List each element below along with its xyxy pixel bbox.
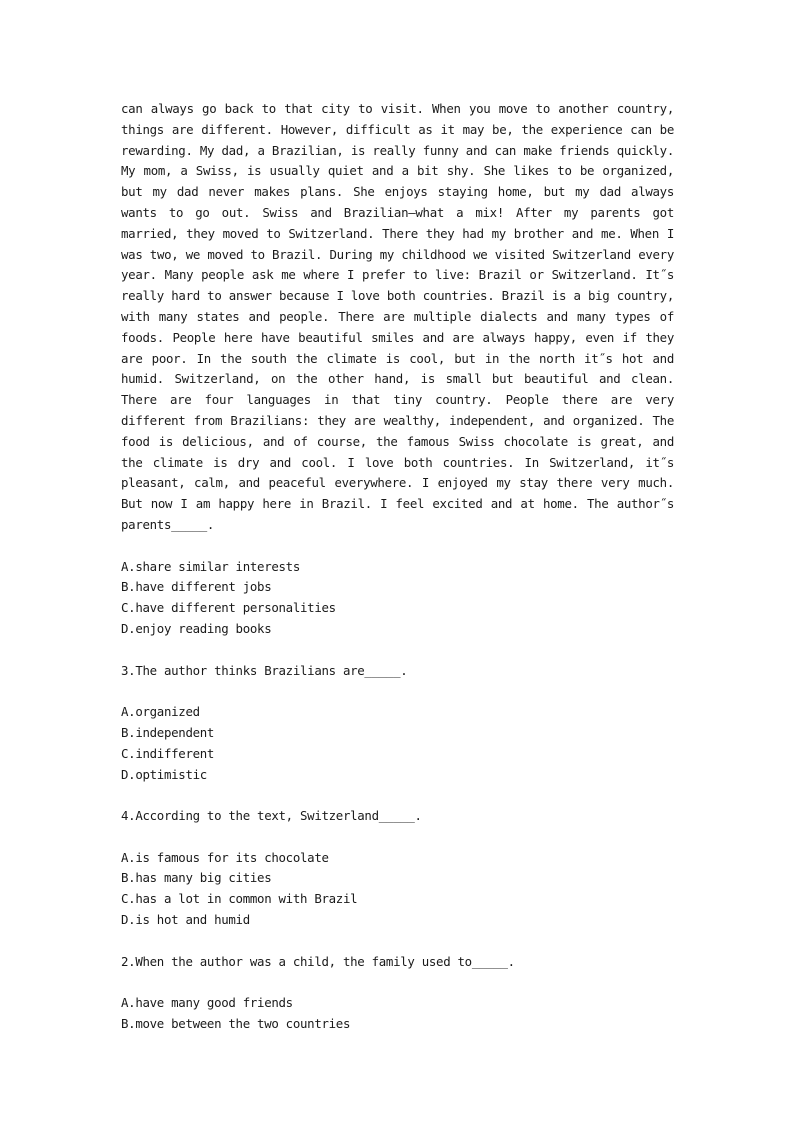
question-3 bbox=[121, 661, 674, 682]
reading-passage: can always go back to that city to visit. When you move to another country, things are different. However, difficult as it may be, the experience can be rewarding. My dad, a Brazilian, is really funny and can make friends quickly. My mom, a Swiss, is usually quiet and a bit shy. She likes to be organized, but my dad never makes plans. She enjoys staying home, but my dad always wants to go out. Swiss and Brazilian—what a mix! After my parents got married, they moved to Switzerland. There they had my brother and me. When I was two, we moved to Brazil. During my childhood we visited Switzerland every year. Many people ask me where I prefer to live: Brazil or Switzerland. It˝s really hard to answer because I love both countries. Brazil is a big country, with many states and people. There are multiple dialects and many types of foods. People here have beautiful smiles and are always happy, even if they are poor. In the south the climate is cool, but in the north it˝s hot and humid. Switzerland, on the other hand, is small but beautiful and clean. There are four languages in that tiny country. People there are very different from Brazilians: they are wealthy, independent, and organized. The food is delicious, and of course, the famous Swiss chocolate is great, and the climate is dry and cool. I love both countries. In Switzerland, it˝s pleasant, calm, and peaceful everywhere. I enjoyed my stay there very much. But now I am happy here in Brazil. I feel excited and at home. The author˝s parents_____. bbox=[121, 101, 674, 532]
question-4 bbox=[121, 806, 674, 827]
option-c: C.indifferent bbox=[121, 745, 215, 761]
question-text: 4.According to the text, Switzerland_____. bbox=[121, 808, 422, 824]
question-3-options bbox=[121, 702, 674, 785]
option-d: D.is hot and humid bbox=[121, 912, 250, 928]
option-a: A.have many good friends bbox=[121, 995, 293, 1011]
option-b: B.have different jobs bbox=[121, 579, 272, 595]
question-text: 2.When the author was a child, the family used to_____. bbox=[121, 953, 515, 969]
option-d: D.enjoy reading books bbox=[121, 620, 272, 636]
option-b: B.has many big cities bbox=[121, 870, 272, 886]
document-page bbox=[121, 99, 674, 1035]
question-2 bbox=[121, 952, 674, 973]
option-c: C.has a lot in common with Brazil bbox=[121, 891, 358, 907]
question-4-options bbox=[121, 848, 674, 931]
option-a: A.is famous for its chocolate bbox=[121, 849, 329, 865]
option-b: B.independent bbox=[121, 724, 215, 740]
question-text: 3.The author thinks Brazilians are_____. bbox=[121, 662, 408, 678]
option-c: C.have different personalities bbox=[121, 600, 336, 616]
option-a: A.organized bbox=[121, 704, 200, 720]
option-a: A.share similar interests bbox=[121, 558, 300, 574]
question-1-options bbox=[121, 557, 674, 640]
option-d: D.optimistic bbox=[121, 766, 207, 782]
option-b: B.move between the two countries bbox=[121, 1016, 351, 1032]
question-2-options bbox=[121, 993, 674, 1035]
